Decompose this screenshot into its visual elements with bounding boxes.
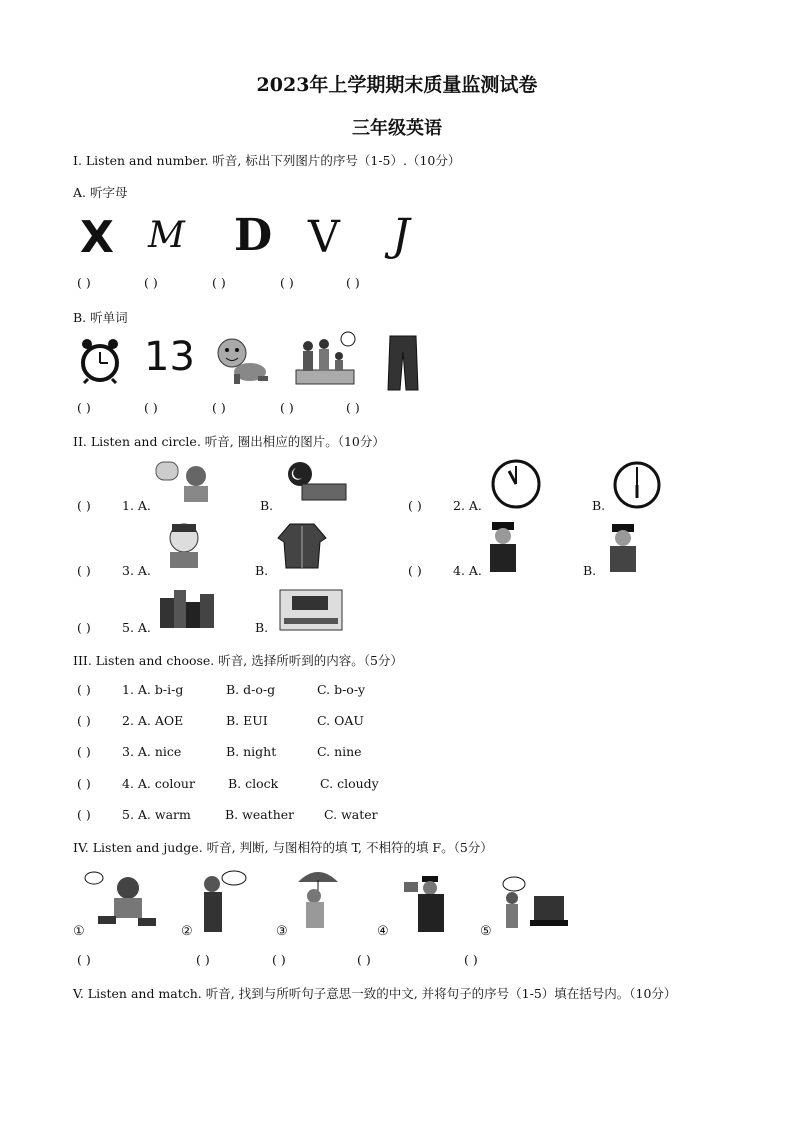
clock-a-icon [490, 458, 542, 510]
item-label: 2. A. [453, 498, 482, 513]
man-speaking-picture [196, 868, 248, 934]
answer-blank[interactable]: ( ) [280, 275, 294, 290]
option-a: 2. A. AOE [122, 713, 184, 728]
answer-blank[interactable]: ( ) [408, 498, 422, 513]
item-number: ③ [276, 924, 288, 939]
answer-blank[interactable]: ( ) [77, 952, 91, 967]
policeman-a-picture [486, 518, 520, 574]
option-b: B. clock [228, 776, 279, 791]
item-number: ⑤ [480, 924, 492, 939]
option-c: C. water [324, 807, 378, 822]
answer-blank[interactable]: ( ) [196, 952, 210, 967]
letter-v-picture: V [308, 212, 340, 263]
girl-umbrella-picture [292, 866, 344, 936]
item-number: ④ [377, 924, 389, 939]
item-number: ② [181, 924, 193, 939]
option-b: B. EUI [226, 713, 268, 728]
answer-blank[interactable]: ( ) [212, 275, 226, 290]
coat-picture [276, 520, 328, 570]
boy-and-train-picture [500, 876, 570, 932]
letter-j-picture: J [392, 210, 410, 261]
girl-thinking-picture [154, 460, 214, 504]
section-5-heading: V. Listen and match. 听音, 找到与所听句子意思一致的中文, 并将句子的序号（1-5）填在括号内。（10分） [73, 986, 677, 1001]
option-a: 1. A. b-i-g [122, 682, 184, 697]
page-title: 2023年上学期期末质量监测试卷 [256, 74, 538, 96]
section-4-heading: IV. Listen and judge. 听音, 判断, 与图相符的填 T, 不相符的填 F。（5分） [73, 840, 493, 855]
option-a: 4. A. colour [122, 776, 195, 791]
alarm-clock-icon [78, 336, 122, 384]
answer-blank[interactable]: ( ) [280, 400, 294, 415]
answer-blank[interactable]: ( ) [408, 563, 422, 578]
letter-d-picture: D [234, 210, 273, 261]
section-3-heading: III. Listen and choose. 听音, 选择所听到的内容。（5分） [73, 653, 403, 668]
answer-blank[interactable]: ( ) [77, 744, 91, 759]
option-c: C. nine [317, 744, 362, 759]
item-label: B. [255, 563, 269, 578]
clock-b-icon [612, 460, 662, 510]
option-c: C. cloudy [320, 776, 379, 791]
answer-blank[interactable]: ( ) [212, 400, 226, 415]
letter-x-picture: X [80, 212, 114, 263]
number-13-picture: 13 [144, 334, 195, 380]
boy-picture [158, 518, 210, 570]
girl-with-cars-picture [84, 870, 158, 930]
item-label: B. [255, 620, 269, 635]
option-b: B. night [226, 744, 277, 759]
item-label: 3. A. [122, 563, 151, 578]
answer-blank[interactable]: ( ) [346, 275, 360, 290]
answer-blank[interactable]: ( ) [77, 620, 91, 635]
answer-blank[interactable]: ( ) [464, 952, 478, 967]
answer-blank[interactable]: ( ) [346, 400, 360, 415]
option-b: B. d-o-g [226, 682, 276, 697]
city-night-picture [158, 588, 216, 630]
answer-blank[interactable]: ( ) [144, 400, 158, 415]
man-with-book-picture [402, 874, 452, 934]
page-subtitle: 三年级英语 [352, 118, 442, 139]
answer-blank[interactable]: ( ) [77, 498, 91, 513]
option-a: 3. A. nice [122, 744, 182, 759]
item-label: 4. A. [453, 563, 482, 578]
answer-blank[interactable]: ( ) [77, 400, 91, 415]
night-sleeping-picture [282, 460, 350, 504]
item-number: ① [73, 924, 85, 939]
option-b: B. weather [225, 807, 295, 822]
trousers-picture [386, 334, 420, 392]
answer-blank[interactable]: ( ) [357, 952, 371, 967]
answer-blank[interactable]: ( ) [77, 682, 91, 697]
section-1-part-a: A. 听字母 [73, 185, 128, 200]
item-label: B. [592, 498, 606, 513]
item-label: 5. A. [122, 620, 151, 635]
answer-blank[interactable]: ( ) [77, 776, 91, 791]
item-label: B. [583, 563, 597, 578]
policeman-b-picture [606, 522, 640, 574]
answer-blank[interactable]: ( ) [272, 952, 286, 967]
item-label: B. [260, 498, 274, 513]
section-1-heading: I. Listen and number. 听音, 标出下列图片的序号（1-5）.（10分） [73, 153, 461, 168]
answer-blank[interactable]: ( ) [77, 807, 91, 822]
section-2-heading: II. Listen and circle. 听音, 圈出相应的图片。（10分） [73, 434, 385, 449]
option-c: C. b-o-y [317, 682, 366, 697]
item-label: 1. A. [122, 498, 151, 513]
family-picture [292, 330, 358, 388]
option-a: 5. A. warm [122, 807, 191, 822]
answer-blank[interactable]: ( ) [77, 563, 91, 578]
classroom-picture [278, 588, 344, 632]
answer-blank[interactable]: ( ) [77, 275, 91, 290]
answer-blank[interactable]: ( ) [77, 713, 91, 728]
answer-blank[interactable]: ( ) [144, 275, 158, 290]
letter-m-picture: M [148, 215, 185, 256]
section-1-part-b: B. 听单词 [73, 310, 128, 325]
baby-picture [214, 336, 270, 386]
option-c: C. OAU [317, 713, 364, 728]
